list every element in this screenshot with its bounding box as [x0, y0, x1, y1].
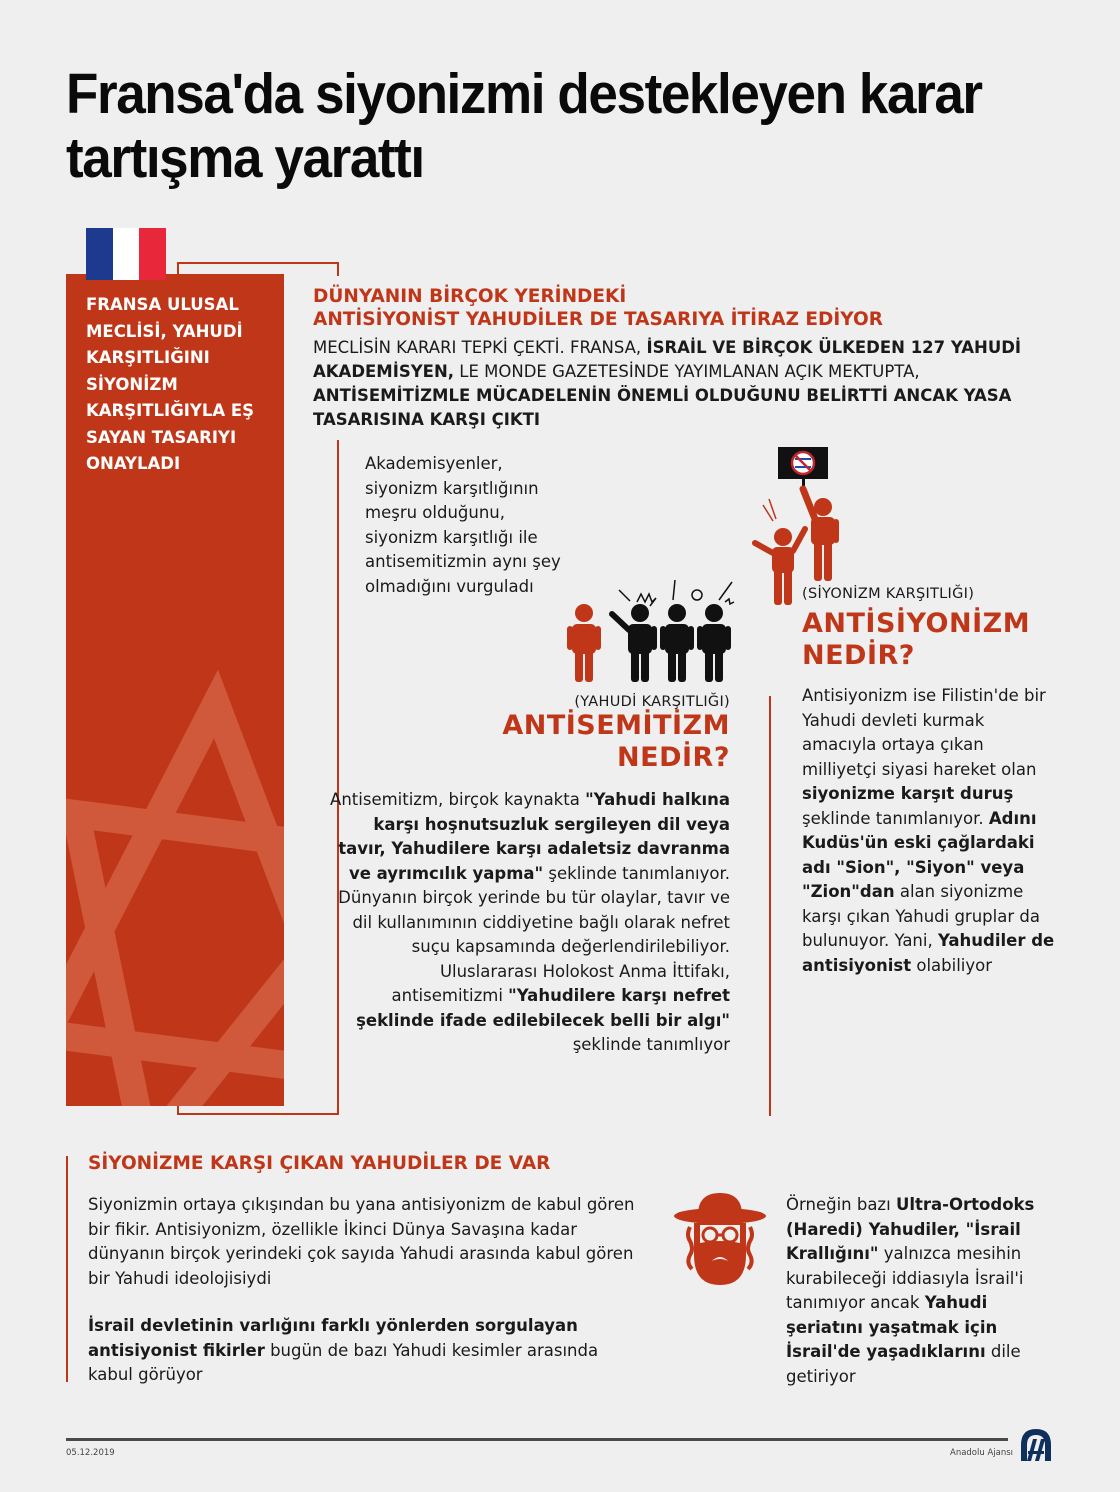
- body-text-bold: Yahudiler de antisiyonist: [802, 931, 1055, 975]
- agency-name: Anadolu Ajansı: [950, 1448, 1014, 1458]
- connector-line: [177, 1113, 339, 1115]
- protesters-with-sign-icon: [745, 445, 845, 605]
- antizionism-heading: [802, 608, 1062, 672]
- body-text-bold: İsrail devletinin varlığını farklı yönlerden sorgulayan antisiyonist fikirler: [88, 1316, 578, 1360]
- body-text: LE MONDE GAZETESİNDE YAYIMLANAN AÇIK MEKTUPTA,: [454, 362, 920, 381]
- anadolu-agency-logo-icon: [1018, 1427, 1054, 1461]
- divider-line: [66, 1156, 68, 1382]
- harassment-crowd-icon: [562, 580, 742, 685]
- section-paragraph: Siyonizmin ortaya çıkışından bu yana antisiyonizm de kabul gören bir fikir. Antisiyonizm, özellikle İkinci Dünya Savaşına kadar dünyanın birçok yerindeki çok sayıda Yahudi arasında kabul gören bir Yahudi ideolojisiydi: [88, 1195, 635, 1288]
- body-text-bold: ANTİSEMİTİZMLE MÜCADELENİN ÖNEMLİ OLDUĞUNU BELİRTTİ ANCAK YASA TASARISINA KARŞI ÇIKTI: [313, 386, 1012, 429]
- body-text-bold: siyonizme karşıt duruş: [802, 784, 1014, 803]
- haredi-jew-face-icon: [670, 1185, 770, 1290]
- footer-divider: [66, 1438, 1008, 1441]
- france-flag-icon: [86, 228, 166, 280]
- academics-note: Akademisyenler, siyonizm karşıtlığının meşru olduğunu, siyonizm karşıtlığı ile antisemitizmin aynı şey olmadığını vurguladı: [365, 454, 561, 596]
- body-text-bold: "Yahudilere karşı nefret şeklinde ifade edilebilecek belli bir algı": [356, 986, 730, 1030]
- page-title: Fransa'da siyonizmi destekleyen karar tartışma yarattı: [66, 62, 982, 190]
- antizionism-body: [802, 684, 1062, 978]
- haredi-body: [786, 1193, 1056, 1389]
- body-text: Antisiyonizm ise Filistin'de bir Yahudi devleti kurmak amacıyla ortaya çıkan milliyetçi siyasi hareket olan: [802, 686, 1046, 779]
- body-text: bugün de bazı Yahudi kesimler arasında kabul görüyor: [88, 1340, 599, 1384]
- antisemitism-body: [330, 788, 730, 1058]
- heading-line: NEDİR?: [617, 742, 730, 773]
- antisemitism-heading-block: [330, 694, 730, 774]
- section-heading-line: DÜNYANIN BİRÇOK YERİNDEKİ: [313, 286, 627, 307]
- section-heading: SİYONİZME KARŞI ÇIKAN YAHUDİLER DE VAR: [88, 1153, 551, 1174]
- heading-line: ANTİSİYONİZM: [802, 608, 1031, 639]
- body-text: dile getiriyor: [786, 1342, 1021, 1386]
- antisemitism-heading: [330, 710, 730, 774]
- heading-line: ANTİSEMİTİZM: [502, 710, 730, 741]
- divider-line: [769, 696, 771, 1116]
- body-text: Antisemitizm, birçok kaynakta: [330, 790, 586, 809]
- body-text-bold: Yahudi şeriatını yaşatmak için İsrail'de yaşadıklarını: [786, 1293, 998, 1361]
- heading-line: NEDİR?: [802, 640, 915, 671]
- body-text: yalnızca mesihin kurabileceği iddiasıyla İsrail'i tanımıyor ancak: [786, 1244, 1024, 1312]
- antizionism-caption: (SİYONİZM KARŞITLIĞI): [802, 586, 975, 602]
- section-paragraph: [88, 1314, 648, 1388]
- body-text: olabiliyor: [911, 955, 993, 975]
- body-text-bold: Adını Kudüs'ün eski çağlardaki adı "Sion", "Siyon" veya "Zion"dan: [802, 808, 1037, 901]
- body-text-bold: "Yahudi halkına karşı hoşnutsuzluk sergileyen dil veya tavır, Yahudilere karşı adaletsiz davranma ve ayrımcılık yapma": [338, 790, 730, 883]
- antizionism-heading-block: [802, 586, 1062, 672]
- sidebar-panel: [66, 274, 284, 1106]
- body-text: alan siyonizme karşı çıkan Yahudi gruplar da bulunuyor. Yani,: [802, 882, 1040, 950]
- section-body: [313, 336, 1033, 432]
- connector-line: [177, 262, 339, 264]
- body-text-bold: İSRAİL VE BİRÇOK ÜLKEDEN 127 YAHUDİ AKADEMİSYEN,: [313, 338, 1022, 381]
- publish-date: 05.12.2019: [66, 1448, 115, 1458]
- connector-line: [177, 262, 179, 274]
- body-text-bold: Ultra-Ortodoks (Haredi) Yahudiler, "İsrail Krallığını": [786, 1195, 1035, 1263]
- body-text: şeklinde tanımlanıyor. Dünyanın birçok yerinde bu tür olaylar, tavır ve dil kullanımının ciddiyetine bağlı olarak nefret suçu kapsamında değerlendirilebiliyor. Uluslararası Holokost Anma İttifakı, antisemitizmi: [338, 863, 730, 1005]
- body-text: şeklinde tanımlanıyor.: [802, 808, 989, 828]
- body-text: MECLİSİN KARARI TEPKİ ÇEKTİ. FRANSA,: [313, 338, 647, 357]
- body-text: şeklinde tanımlıyor: [572, 1035, 730, 1054]
- body-text: Örneğin bazı: [786, 1195, 896, 1214]
- sidebar-headline: FRANSA ULUSAL MECLİSİ, YAHUDİ KARŞITLIĞINI SİYONİZM KARŞITLIĞIYLA EŞ SAYAN TASARIYI ONAYLADI: [86, 295, 255, 473]
- section-heading: [313, 285, 1033, 331]
- connector-line: [337, 262, 339, 276]
- antisemitism-caption: (YAHUDİ KARŞITLIĞI): [574, 694, 730, 710]
- section-heading-line: ANTİSİYONİST YAHUDİLER DE TASARIYA İTİRAZ EDİYOR: [313, 309, 884, 330]
